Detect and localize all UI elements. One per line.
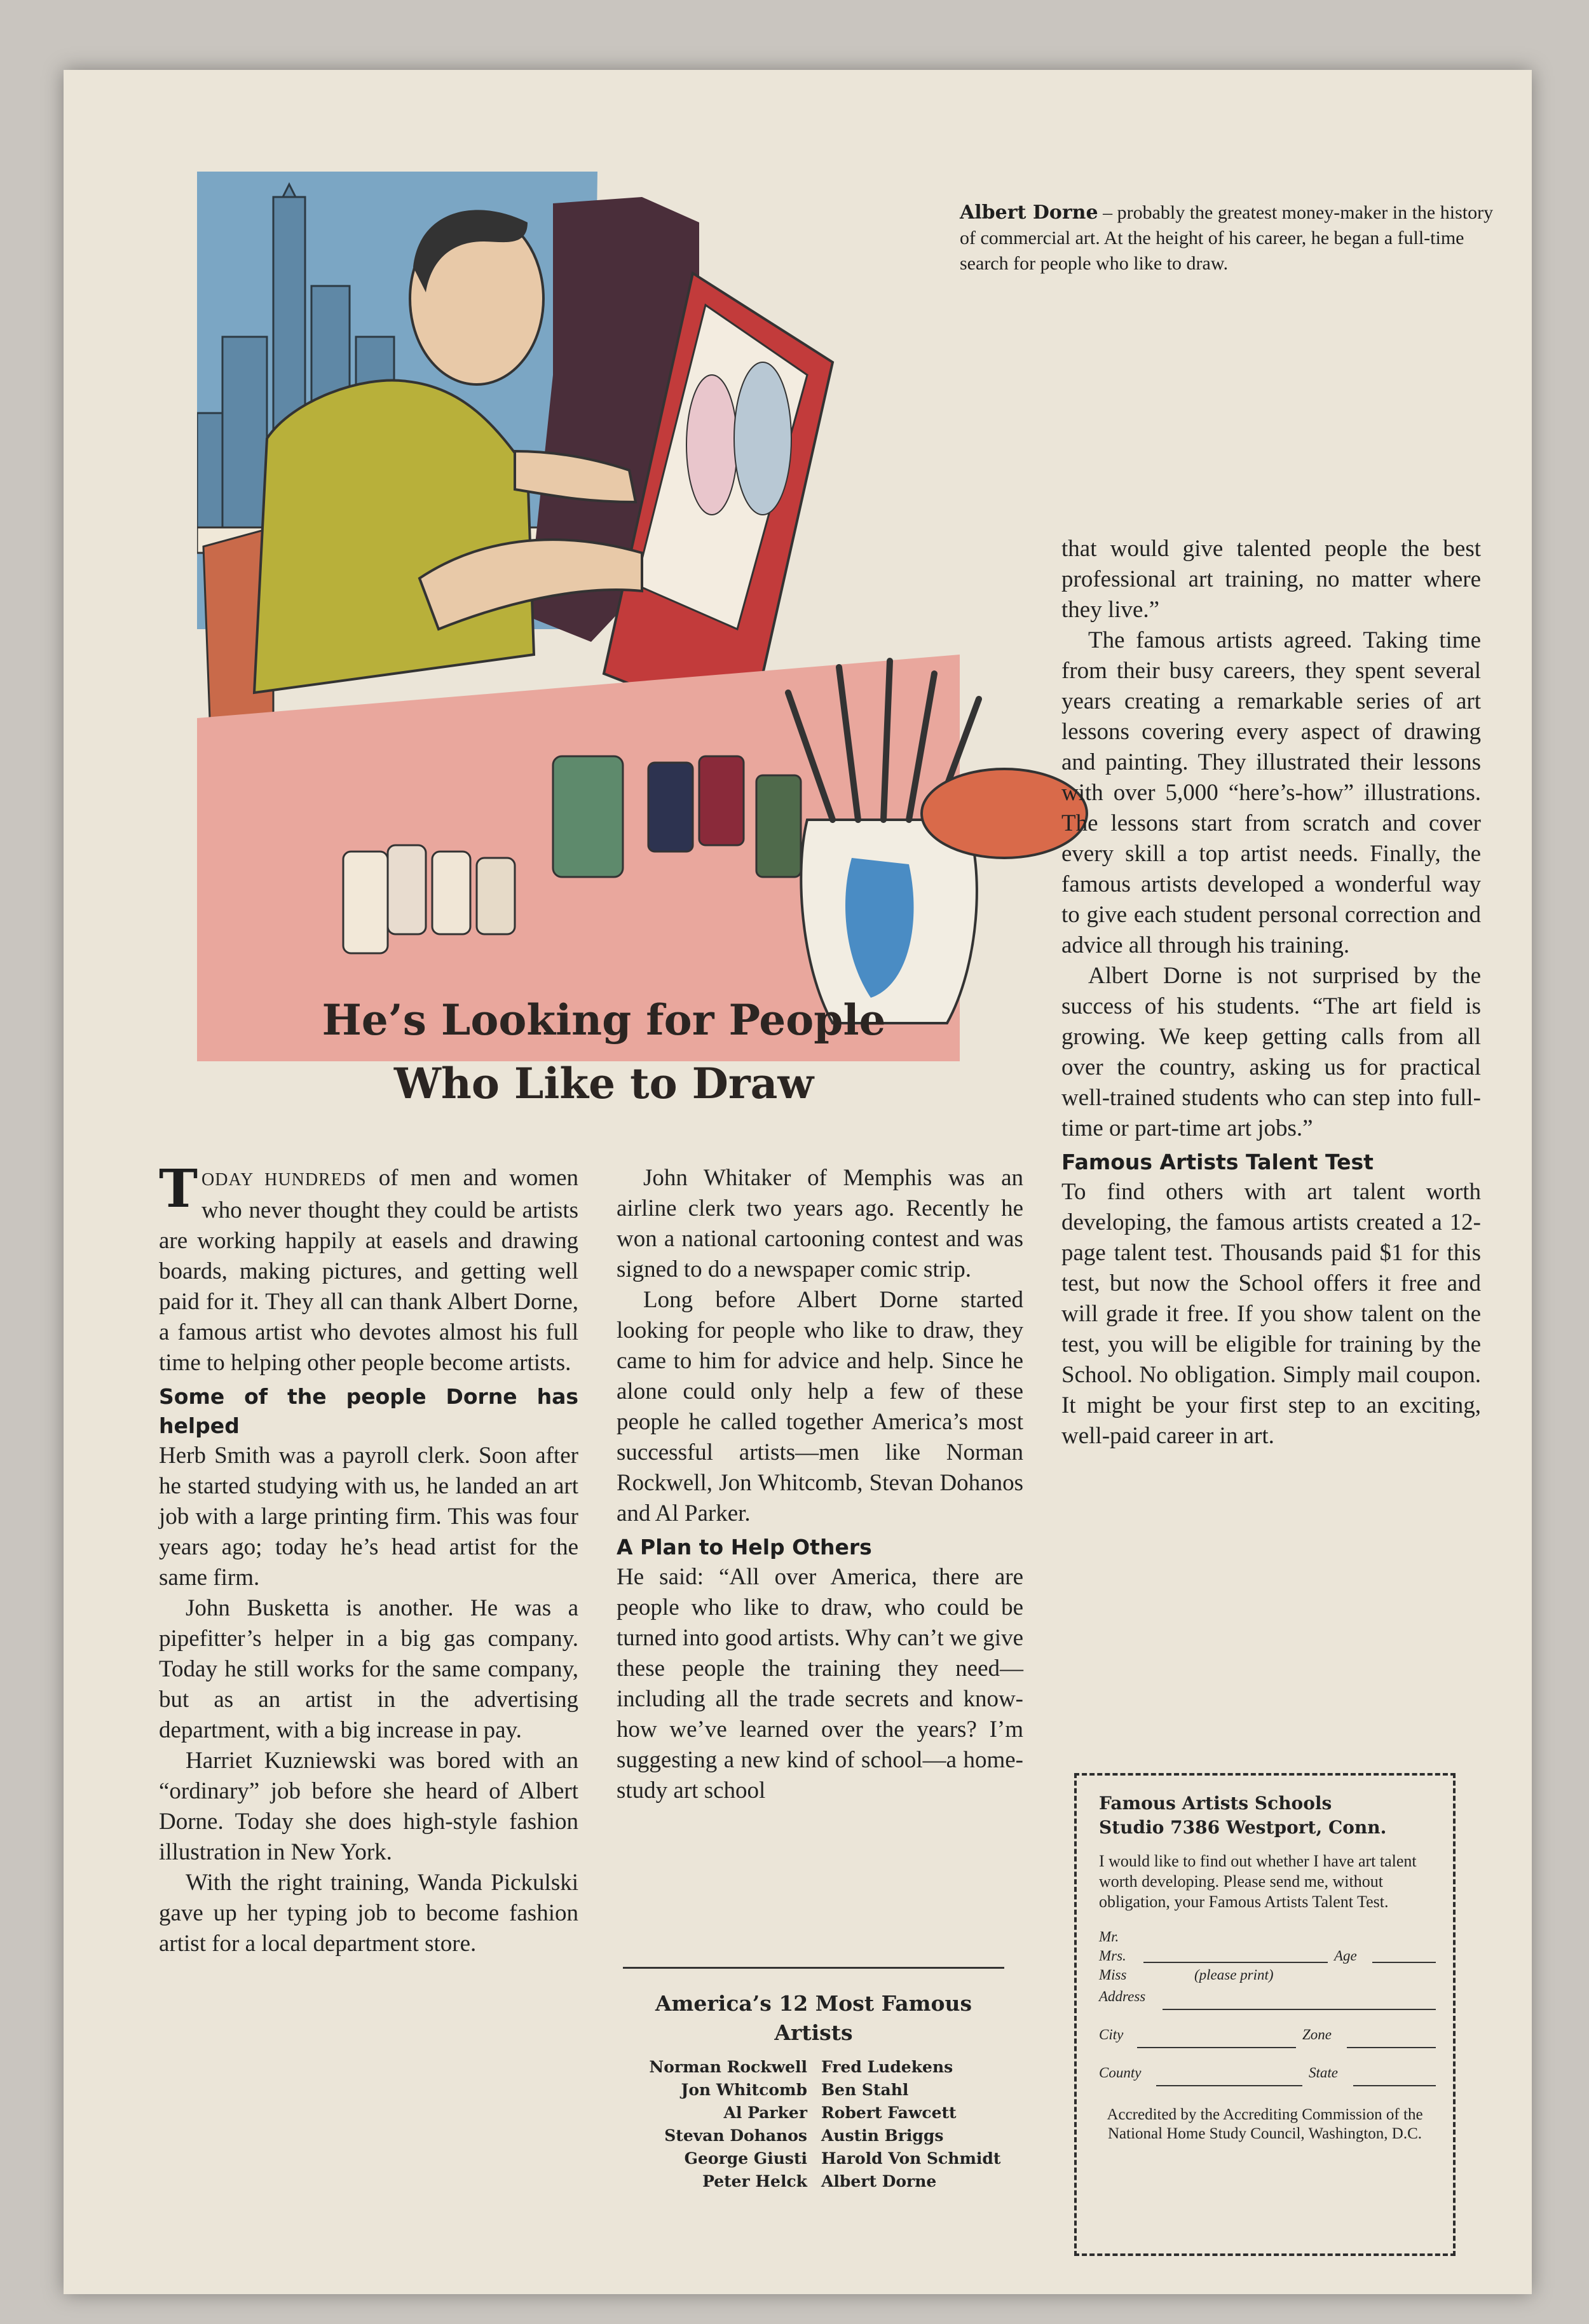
artists-row xyxy=(597,2147,1042,2170)
artists-list xyxy=(597,2056,1042,2193)
artists-row xyxy=(597,2079,1042,2102)
artist-name: Jon Whitcomb xyxy=(681,2081,807,2099)
paragraph-talent-test: To find others with art talent worth developing, the famous artists created a 12-page talent test. Thousands paid $1 for this test, but now the School offers it free and will grade it free. If you show talent on the test, you will be eligible for training by the School. No obligation. Simply mail coupon. It might be your first step to an exciting, well-paid career in art. xyxy=(1061,1179,1481,1449)
coupon-address-field[interactable] xyxy=(1099,1988,1431,2014)
artist-name: Robert Fawcett xyxy=(821,2103,957,2122)
paragraph-continued: that would give talented people the best professional art training, no matter where they live.” xyxy=(1061,536,1481,623)
city-label: City xyxy=(1099,2027,1124,2042)
paragraph-john-whitaker: John Whitaker of Memphis was an airline clerk two years ago. Recently he won a national cartooning contest and was signed to do a newspaper comic strip. xyxy=(617,1165,1023,1282)
artist-name: Fred Ludekens xyxy=(821,2058,953,2076)
coupon-mr-field[interactable] xyxy=(1099,1929,1431,1948)
artists-row xyxy=(597,2124,1042,2147)
age-label: Age xyxy=(1334,1948,1357,1964)
artist-name: Harold Von Schmidt xyxy=(821,2149,1001,2168)
artists-list-title: America’s 12 Most Famous Artists xyxy=(655,1991,972,2045)
intro-paragraph xyxy=(159,1159,578,1378)
paragraph-herb-smith: Herb Smith was a payroll clerk. Soon after he started studying with us, he landed an art job with a large printing firm. This was four years ago; today he’s head artist for the same firm. xyxy=(159,1443,578,1591)
artist-name: Ben Stahl xyxy=(821,2081,909,2099)
headline-line-1: He’s Looking for People xyxy=(322,995,886,1045)
drop-cap: T xyxy=(159,1159,198,1220)
paragraph-wanda-pickulski: With the right training, Wanda Pickulski gave up her typing job to become fashion artist for a local department store. xyxy=(159,1870,578,1957)
subhead-talent-test: Famous Artists Talent Test xyxy=(1061,1150,1374,1174)
address-label: Address xyxy=(1099,1988,1146,2004)
headline-line-2: Who Like to Draw xyxy=(393,1059,814,1108)
artist-name: Albert Dorne xyxy=(821,2172,937,2191)
caption-name: Albert Dorne xyxy=(960,201,1098,224)
coupon-request-text: I would like to find out whether I have art talent worth developing. Please send me, without obligation, your Famous Artists Talent Test. xyxy=(1099,1852,1417,1911)
artist-name: Stevan Dohanos xyxy=(664,2126,807,2145)
paragraph-not-surprised: Albert Dorne is not surprised by the success of his students. “The art field is growing. We keep getting calls from all over the country, asking us for practical well-trained students who can step into full-time or part-time art jobs.” xyxy=(1061,963,1481,1141)
paragraph-john-busketta: John Busketta is another. He was a pipefitter’s helper in a big gas company. Today he still works for the same company, but as an artist in the advertising department, with a big increase in pay. xyxy=(159,1595,578,1743)
subhead-plan: A Plan to Help Others xyxy=(617,1535,872,1560)
state-label: State xyxy=(1309,2065,1338,2081)
drawing-figure-man xyxy=(734,362,791,515)
artist-name: Austin Briggs xyxy=(821,2126,944,2145)
zone-label: Zone xyxy=(1302,2027,1332,2042)
article-column-1 xyxy=(159,1159,578,1959)
paragraph-harriet-kuzniewski: Harriet Kuzniewski was bored with an “ordinary” job before she heard of Albert Dorne. Today she does high-style fashion illustration in New York. xyxy=(159,1748,578,1865)
article-column-3 xyxy=(1061,534,1481,1451)
magazine-page xyxy=(64,70,1532,2294)
artists-row xyxy=(597,2102,1042,2124)
illustration-caption xyxy=(960,200,1494,276)
artists-row xyxy=(597,2056,1042,2079)
mr-label: Mr. xyxy=(1099,1929,1119,1945)
headline xyxy=(191,988,1017,1115)
paragraph-he-said: He said: “All over America, there are people who like to draw, who could be turned into good artists. Why can’t we give these people the training they need—including all the trade secrets and know-how we’ve learned over the years? I’m suggesting a new kind of school—a home-study art school xyxy=(617,1564,1023,1804)
divider-rule xyxy=(623,1967,1004,1969)
intro-text: of men and women who never thought they could be artists are working happily at easels and drawing boards, making pictures, and getting well paid for it. They all can thank Albert Dorne, a famous artist who devotes almost his full time to helping other people become artists. xyxy=(159,1165,578,1376)
artist-name: Norman Rockwell xyxy=(649,2058,807,2076)
mrs-label: Mrs. xyxy=(1099,1948,1126,1964)
coupon-studio-address: Studio 7386 Westport, Conn. xyxy=(1099,1817,1387,1838)
caption-text: – probably the greatest money-maker in the history of commercial art. At the height of his career, he began a full-time search for people who like to draw. xyxy=(960,202,1494,274)
coupon-mrs-field[interactable] xyxy=(1099,1948,1431,1967)
article-column-2 xyxy=(617,1163,1023,1806)
please-print-label: (please print) xyxy=(1194,1967,1274,1983)
miss-label: Miss xyxy=(1099,1967,1127,1983)
coupon-city-field[interactable] xyxy=(1099,2027,1431,2052)
coupon-school-name: Famous Artists Schools xyxy=(1099,1793,1332,1814)
artist-name: George Giusti xyxy=(684,2149,807,2168)
artists-row xyxy=(597,2170,1042,2193)
mail-coupon[interactable] xyxy=(1074,1773,1456,2256)
coupon-county-field[interactable] xyxy=(1099,2065,1431,2090)
artist-name: Al Parker xyxy=(723,2103,807,2122)
paragraph-long-before: Long before Albert Dorne started looking for people who like to draw, they came to him for advice and help. Since he alone could only help a few of these people he called together America’s most successful artists—men like Norman Rockwell, Jon Whitcomb, Stevan Dohanos and Al Parker. xyxy=(617,1287,1023,1526)
paragraph-artists-agreed: The famous artists agreed. Taking time from their busy careers, they spent several years creating a remarkable series of art lessons covering every aspect of drawing and painting. They illustrated their lessons with over 5,000 “here’s-how” illustrations. The lessons start from scratch and cover every skill a top artist needs. Finally, the famous artists developed a wonderful way to give each student personal correction and advice all through his training. xyxy=(1061,627,1481,958)
coupon-accreditation: Accredited by the Accrediting Commission of the National Home Study Council, Washington, D.C. xyxy=(1107,2106,1423,2142)
coupon-form xyxy=(1099,1929,1431,2090)
county-label: County xyxy=(1099,2065,1142,2081)
illustration xyxy=(197,172,1093,1074)
coupon-miss-field[interactable] xyxy=(1099,1967,1431,1988)
intro-smallcaps: ODAY HUNDREDS xyxy=(201,1170,367,1190)
drawing-figure-woman xyxy=(686,375,737,515)
subhead-people-helped: Some of the people Dorne has helped xyxy=(159,1384,578,1438)
artist-name: Peter Helck xyxy=(702,2172,807,2191)
